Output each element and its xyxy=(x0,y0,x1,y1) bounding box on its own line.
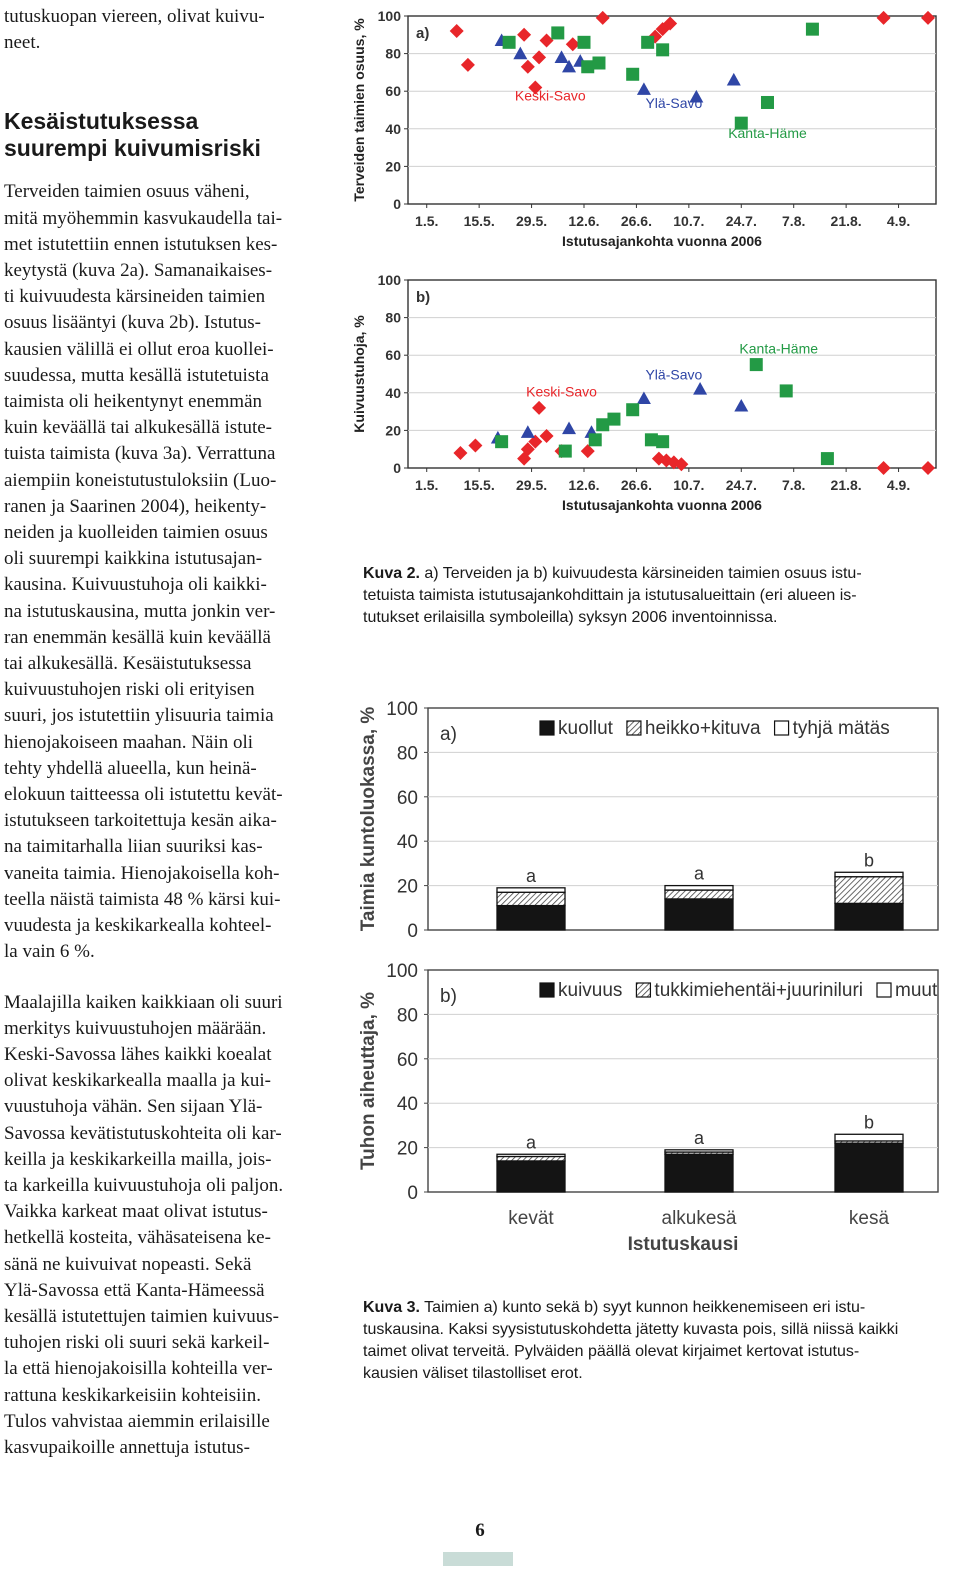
bar-segment xyxy=(665,1154,733,1192)
y-tick-label: 100 xyxy=(386,961,418,982)
y-tick-label: 0 xyxy=(393,196,401,212)
x-tick-label: 4.9. xyxy=(886,213,911,229)
text-line: teella näistä taimista 48 % kärsi kui- xyxy=(4,888,281,910)
x-tick-label: 21.8. xyxy=(830,477,862,493)
text-line: Tulos vahvistaa aiemmin erilaisille xyxy=(4,1410,270,1432)
y-tick-label: 40 xyxy=(385,120,401,137)
significance-letter: a xyxy=(525,865,537,886)
data-point-square xyxy=(750,358,763,371)
text-line: ta karkeilla kuivuustuhoja oli paljon. xyxy=(4,1174,284,1196)
y-tick-label: 0 xyxy=(407,921,418,942)
data-point-square xyxy=(495,435,508,448)
data-point-square xyxy=(626,403,639,416)
y-tick-label: 60 xyxy=(385,347,401,364)
x-tick-label: 24.7. xyxy=(725,477,757,493)
significance-letter: b xyxy=(863,1112,875,1133)
text-line: Ylä-Savossa että Kanta-Hämeessä xyxy=(4,1279,265,1301)
text-line: elokuun taitteessa oli istutettu kevät- xyxy=(4,784,283,806)
y-axis-label: Kuivuustuhoja, % xyxy=(351,315,367,433)
x-tick-label: 12.6. xyxy=(568,477,600,493)
x-tick-label: 21.8. xyxy=(830,213,862,229)
bar-segment xyxy=(835,872,903,876)
y-tick-label: 100 xyxy=(377,8,401,24)
text-line: osuus lisääntyi (kuva 2b). Istutus- xyxy=(4,312,262,334)
series-label: Keski-Savo xyxy=(514,87,586,104)
x-tick-label: 26.6. xyxy=(620,213,652,229)
text-line: taimista oli heikentynyt enemmän xyxy=(4,391,263,413)
bar-segment xyxy=(835,877,903,904)
significance-letter: a xyxy=(693,863,705,884)
data-point-square xyxy=(656,435,669,448)
x-tick-label: 26.6. xyxy=(620,477,652,493)
text-line: rattuna keskikarkeisiin kohteisiin. xyxy=(4,1384,261,1406)
text-line: kausina. Kuivuustuhoja oli kaikki- xyxy=(4,574,267,596)
text-line: aiempiin koneistutustuloksiin (Luo- xyxy=(4,469,277,491)
bar-segment xyxy=(665,899,733,930)
y-tick-label: 0 xyxy=(407,1183,418,1204)
panel-label: a) xyxy=(416,25,430,42)
figure-3 xyxy=(348,690,944,1275)
text-line: vuustuhoja vähän. Sen sijaan Ylä- xyxy=(4,1096,263,1118)
data-point-square xyxy=(656,43,669,56)
x-tick-label: 1.5. xyxy=(415,477,439,493)
category-label: kesä xyxy=(848,1208,890,1229)
y-tick-label: 0 xyxy=(393,460,401,476)
heading-line: Kesäistutuksessa xyxy=(4,108,199,135)
text-line: tai alkukesällä. Kesäistutuksessa xyxy=(4,653,252,675)
text-line: la vain 6 %. xyxy=(4,941,95,963)
data-point-square xyxy=(578,36,591,49)
y-tick-label: 40 xyxy=(385,384,401,401)
legend-swatch xyxy=(636,983,650,997)
x-tick-label: 7.8. xyxy=(782,213,806,229)
text-line: vuudesta ja keskikarkealla kohteel- xyxy=(4,915,272,937)
legend-swatch xyxy=(877,983,891,997)
text-line: hienojakoiseen maahan. Näin oli xyxy=(4,731,254,753)
x-tick-label: 7.8. xyxy=(782,477,806,493)
intro-text xyxy=(4,4,304,56)
section-heading xyxy=(4,108,304,162)
legend-swatch xyxy=(775,721,789,735)
data-point-square xyxy=(821,452,834,465)
panel-label: b) xyxy=(440,986,457,1007)
paragraph-2 xyxy=(4,990,304,1462)
x-tick-label: 10.7. xyxy=(673,477,705,493)
significance-letter: a xyxy=(693,1127,705,1148)
text-line: oli suurempi kaikkina istutusajan- xyxy=(4,548,263,570)
x-tick-label: 15.5. xyxy=(463,477,495,493)
data-point-square xyxy=(607,413,620,426)
y-tick-label: 60 xyxy=(396,1049,418,1071)
series-label: Kanta-Häme xyxy=(739,340,819,357)
paragraph-1 xyxy=(4,179,304,965)
text-line: merkitys kuivuustuhojen määrään. xyxy=(4,1017,267,1039)
text-line: tutuskuopan viereen, olivat kuivu- xyxy=(4,6,265,27)
data-point-square xyxy=(589,433,602,446)
legend-swatch xyxy=(540,721,554,735)
legend-label: heikko+kituva xyxy=(644,718,761,739)
text-line: keilla ja keskikarkeilla mailla, jois- xyxy=(4,1148,272,1170)
legend-label: tukkimiehentäi+juurinilurі xyxy=(654,980,863,1001)
data-point-square xyxy=(626,68,639,81)
caption-label: Kuva 3. xyxy=(363,1299,420,1316)
bar-segment xyxy=(665,1150,733,1152)
y-tick-label: 40 xyxy=(396,832,418,854)
text-line: met istutettiin ennen istutuksen kes- xyxy=(4,233,278,255)
data-point-square xyxy=(645,433,658,446)
page-tab xyxy=(443,1552,513,1566)
text-line: tuista taimista (kuva 3a). Verrattuna xyxy=(4,443,276,465)
text-line: na istutuskausina, mutta jonkin ver- xyxy=(4,600,276,622)
text-line: kuin keväällä tai alkukesällä istute- xyxy=(4,417,273,439)
bar-segment xyxy=(665,890,733,899)
data-point-square xyxy=(592,57,605,70)
legend-swatch xyxy=(627,721,641,735)
caption-line: Taimien a) kunto sekä b) syyt kunnon heikkenemiseen eri istu- xyxy=(424,1299,866,1316)
data-point-square xyxy=(581,60,594,73)
y-tick-label: 20 xyxy=(385,158,401,175)
bar-panel-1 xyxy=(358,699,938,942)
text-line: Vaikka karkeat maat olivat istutus- xyxy=(4,1201,268,1223)
panel-label: a) xyxy=(440,724,457,745)
text-line: sänä ne kuivuivat nopeasti. Sekä xyxy=(4,1253,252,1275)
y-tick-label: 20 xyxy=(396,876,418,898)
legend-label: muut xyxy=(895,980,938,1001)
bar-segment xyxy=(497,906,565,930)
legend-swatch xyxy=(540,983,554,997)
figure-2-scatter-charts xyxy=(348,4,944,524)
y-axis-label: Tuhon aiheuttaja, % xyxy=(358,991,379,1171)
text-line: ran enemmän kesällä kuin keväällä xyxy=(4,626,271,648)
text-line: ranen ja Saarinen 2004), heikenty- xyxy=(4,495,267,517)
series-label: Ylä-Savo xyxy=(645,366,703,383)
figure-3-bar-charts xyxy=(348,690,944,1270)
y-axis-label: Taimia kuntoluokassa, % xyxy=(358,706,379,932)
data-point-square xyxy=(503,36,516,49)
series-label: Keski-Savo xyxy=(526,383,597,400)
data-point-square xyxy=(641,36,654,49)
data-point-square xyxy=(761,96,774,109)
x-axis-label: Istutuskausi xyxy=(627,1234,739,1255)
bar-segment xyxy=(835,1134,903,1141)
data-point-square xyxy=(596,418,609,431)
x-tick-label: 29.5. xyxy=(516,213,548,229)
x-tick-label: 29.5. xyxy=(516,477,548,493)
y-tick-label: 20 xyxy=(385,422,401,439)
text-line: Terveiden taimien osuus väheni, xyxy=(4,181,250,203)
page-number: 6 xyxy=(475,1520,485,1541)
data-point-square xyxy=(780,384,793,397)
text-line: olivat keskikarkealla maalla ja kui- xyxy=(4,1070,271,1092)
x-axis-label: Istutusajankohta vuonna 2006 xyxy=(562,233,762,249)
data-point-square xyxy=(551,26,564,39)
bar-segment xyxy=(497,888,565,892)
text-line: la että hienojakoisilla kohteilla ver- xyxy=(4,1358,273,1380)
significance-letter: b xyxy=(863,850,875,871)
caption-line: tetuista taimista istutusajankohdittain ja istutusalueittain (eri alueen is- xyxy=(363,587,857,604)
y-tick-label: 80 xyxy=(396,1005,418,1027)
legend-label: tyhjä mätäs xyxy=(792,718,890,739)
data-point-square xyxy=(559,445,572,458)
series-label: Kanta-Häme xyxy=(728,125,807,142)
text-line: hetkellä kosteita, vähäsateisena ke- xyxy=(4,1227,271,1249)
text-line: kesällä istutettujen taimien kuivuus- xyxy=(4,1305,279,1327)
text-line: kuivuustuhojen riski oli erityisen xyxy=(4,679,255,701)
y-tick-label: 60 xyxy=(396,787,418,809)
y-tick-label: 60 xyxy=(385,83,401,100)
bar-segment xyxy=(497,1161,565,1192)
x-axis-label: Istutusajankohta vuonna 2006 xyxy=(562,497,762,513)
series-label: Ylä-Savo xyxy=(645,95,703,112)
heading-line: suurempi kuivumisriski xyxy=(4,135,261,162)
text-line: Maalajilla kaiken kaikkiaan oli suuri xyxy=(4,991,283,1013)
y-tick-label: 100 xyxy=(386,699,418,720)
text-line: suudessa, mutta kesällä istutetuista xyxy=(4,364,269,386)
caption-line: taimet olivat terveitä. Pylväiden päällä olevat kirjaimet kertovat istutus- xyxy=(363,1343,860,1360)
text-line: istutukseen tarkoitettuja kesän aika- xyxy=(4,810,277,832)
text-line: Keski-Savossa lähes kaikki koealat xyxy=(4,1043,272,1065)
text-line: tuhojen riski oli suuri sekä karkeil- xyxy=(4,1332,270,1354)
text-line: kausien välillä ei ollut eroa kuollei- xyxy=(4,338,274,360)
panel-label: b) xyxy=(416,289,431,306)
legend-label: kuollut xyxy=(558,718,613,739)
y-tick-label: 80 xyxy=(396,743,418,765)
bar-segment xyxy=(665,886,733,890)
y-tick-label: 100 xyxy=(377,272,401,288)
bar-segment xyxy=(497,1156,565,1160)
text-line: Savossa kevätistutuskohteita oli kar- xyxy=(4,1122,282,1144)
caption-line: kausien väliset tilastolliset erot. xyxy=(363,1365,583,1382)
bar-segment xyxy=(497,892,565,905)
text-line: tehty yhdellä alueella, kun heinä- xyxy=(4,757,257,779)
significance-letter: a xyxy=(525,1132,537,1153)
figure-3-caption xyxy=(363,1297,943,1385)
text-line: kasvupaikoille annettuja istutus- xyxy=(4,1436,250,1458)
text-line: suuri, jos istutettiin ylisuuria taimia xyxy=(4,705,274,727)
x-tick-label: 10.7. xyxy=(673,213,705,229)
x-tick-label: 4.9. xyxy=(886,477,911,493)
text-line: na taimitarhalla liian suuriksi kas- xyxy=(4,836,263,858)
x-tick-label: 12.6. xyxy=(568,213,600,229)
text-line: keytystä (kuva 2a). Samanaikaises- xyxy=(4,260,273,282)
caption-line: a) Terveiden ja b) kuivuudesta kärsineiden taimien osuus istu- xyxy=(424,565,862,582)
y-axis-label: Terveiden taimien osuus, % xyxy=(351,18,367,202)
text-line: neet. xyxy=(4,32,41,54)
y-tick-label: 40 xyxy=(396,1094,418,1116)
x-tick-label: 15.5. xyxy=(463,213,495,229)
data-point-square xyxy=(806,23,819,36)
y-tick-label: 80 xyxy=(385,45,401,62)
text-line: ti kuivuudesta kärsineiden taimien xyxy=(4,286,266,308)
category-label: kevät xyxy=(508,1208,554,1229)
figure-2-caption xyxy=(363,563,943,629)
text-line: neiden ja kuolleiden taimien osuus xyxy=(4,522,268,544)
x-tick-label: 1.5. xyxy=(415,213,439,229)
category-label: alkukesä xyxy=(661,1208,737,1229)
y-tick-label: 20 xyxy=(396,1138,418,1160)
figure-2 xyxy=(348,4,944,529)
caption-label: Kuva 2. xyxy=(363,565,420,582)
text-line: mitä myöhemmin kasvukaudella tai- xyxy=(4,207,283,229)
legend-label: kuivuus xyxy=(558,980,623,1001)
x-tick-label: 24.7. xyxy=(725,213,757,229)
article-column xyxy=(4,0,304,1461)
bar-segment xyxy=(497,1154,565,1156)
text-line: vaneita taimia. Hienojakoisella koh- xyxy=(4,862,280,884)
y-tick-label: 80 xyxy=(385,309,401,326)
caption-line: tutukset erilaisilla symboleilla) syksyn 2006 inventoinnissa. xyxy=(363,609,778,626)
bar-segment xyxy=(835,903,903,930)
caption-line: tuskausina. Kaksi syysistutuskohdetta jätetty kuvasta pois, sillä niissä kaikki xyxy=(363,1321,899,1338)
bar-segment xyxy=(835,1143,903,1192)
